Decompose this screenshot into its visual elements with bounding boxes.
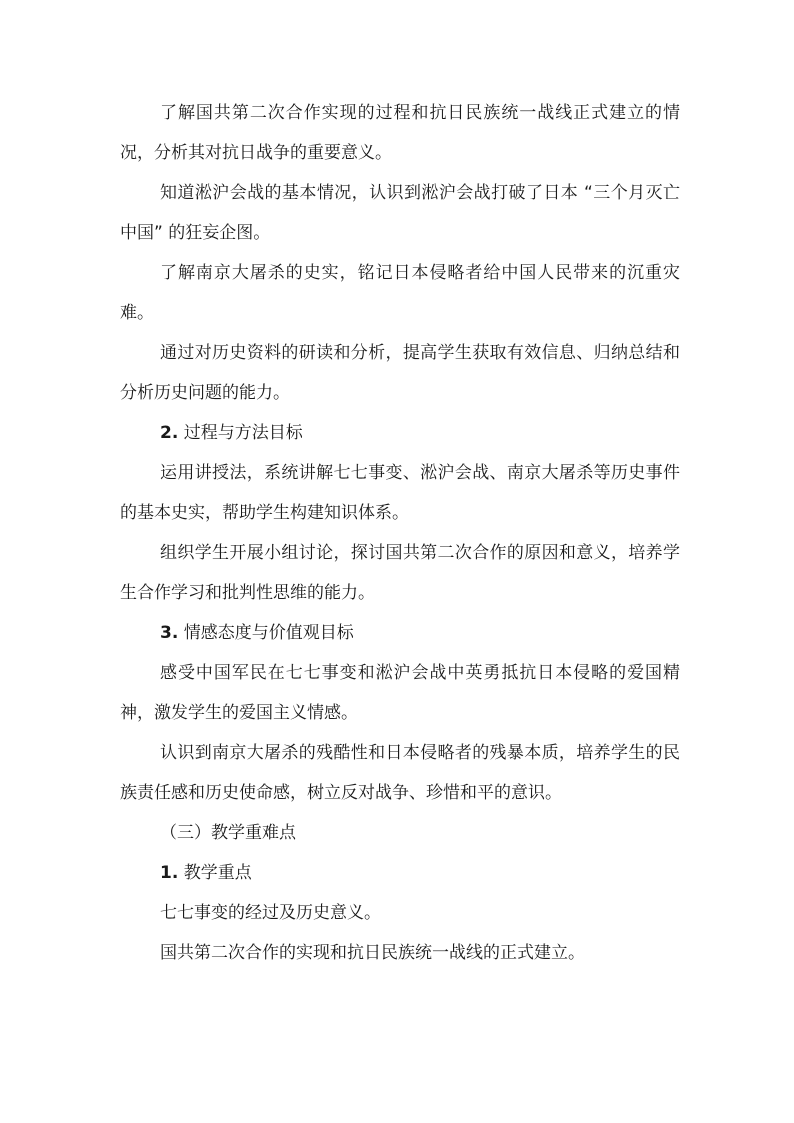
paragraph-method-lecture: 运用讲授法，系统讲解七七事变、淞沪会战、南京大屠杀等历史事件的基本史实，帮助学生构建知识体系。 [120,463,680,523]
paragraph-focus-cooperation: 国共第二次合作的实现和抗日民族统一战线的正式建立。 [160,943,585,963]
paragraph-focus-july7: 七七事变的经过及历史意义。 [160,903,381,923]
paragraph-goal-analysis: 通过对历史资料的研读和分析，提高学生获取有效信息、归纳总结和分析历史问题的能力。 [120,343,680,403]
heading-key-difficult-points [120,813,680,853]
heading-emotion-values [120,613,680,653]
paragraph-goal-songhu: 知道淞沪会战的基本情况，认识到淞沪会战打破了日本 “三个月灭亡中国” 的狂妄企图。 [120,183,680,243]
paragraph-emotion-patriotism: 感受中国军民在七七事变和淞沪会战中英勇抵抗日本侵略的爱国精神，激发学生的爱国主义情感。 [120,663,680,723]
heading-number: 1. [160,863,179,883]
heading-number: 2. [160,423,179,443]
heading-teaching-focus [120,853,680,893]
paragraph-goal-nanjing: 了解南京大屠杀的史实，铭记日本侵略者给中国人民带来的沉重灾难。 [120,263,680,323]
document-body [120,93,680,973]
paragraph-emotion-responsibility: 认识到南京大屠杀的残酷性和日本侵略者的残暴本质，培养学生的民族责任感和历史使命感，树立反对战争、珍惜和平的意识。 [120,743,680,803]
paragraph-method-discussion: 组织学生开展小组讨论，探讨国共第二次合作的原因和意义，培养学生合作学习和批判性思维的能力。 [120,543,680,603]
paragraph-goal-united-front: 了解国共第二次合作实现的过程和抗日民族统一战线正式建立的情况，分析其对抗日战争的重要意义。 [120,103,680,163]
heading-text: 情感态度与价值观目标 [178,623,354,643]
heading-process-method [120,413,680,453]
heading-number: 3. [160,623,179,643]
heading-text: 教学重点 [178,863,252,883]
heading-text: 过程与方法目标 [178,423,303,443]
heading-text: （三）教学重难点 [160,823,296,843]
